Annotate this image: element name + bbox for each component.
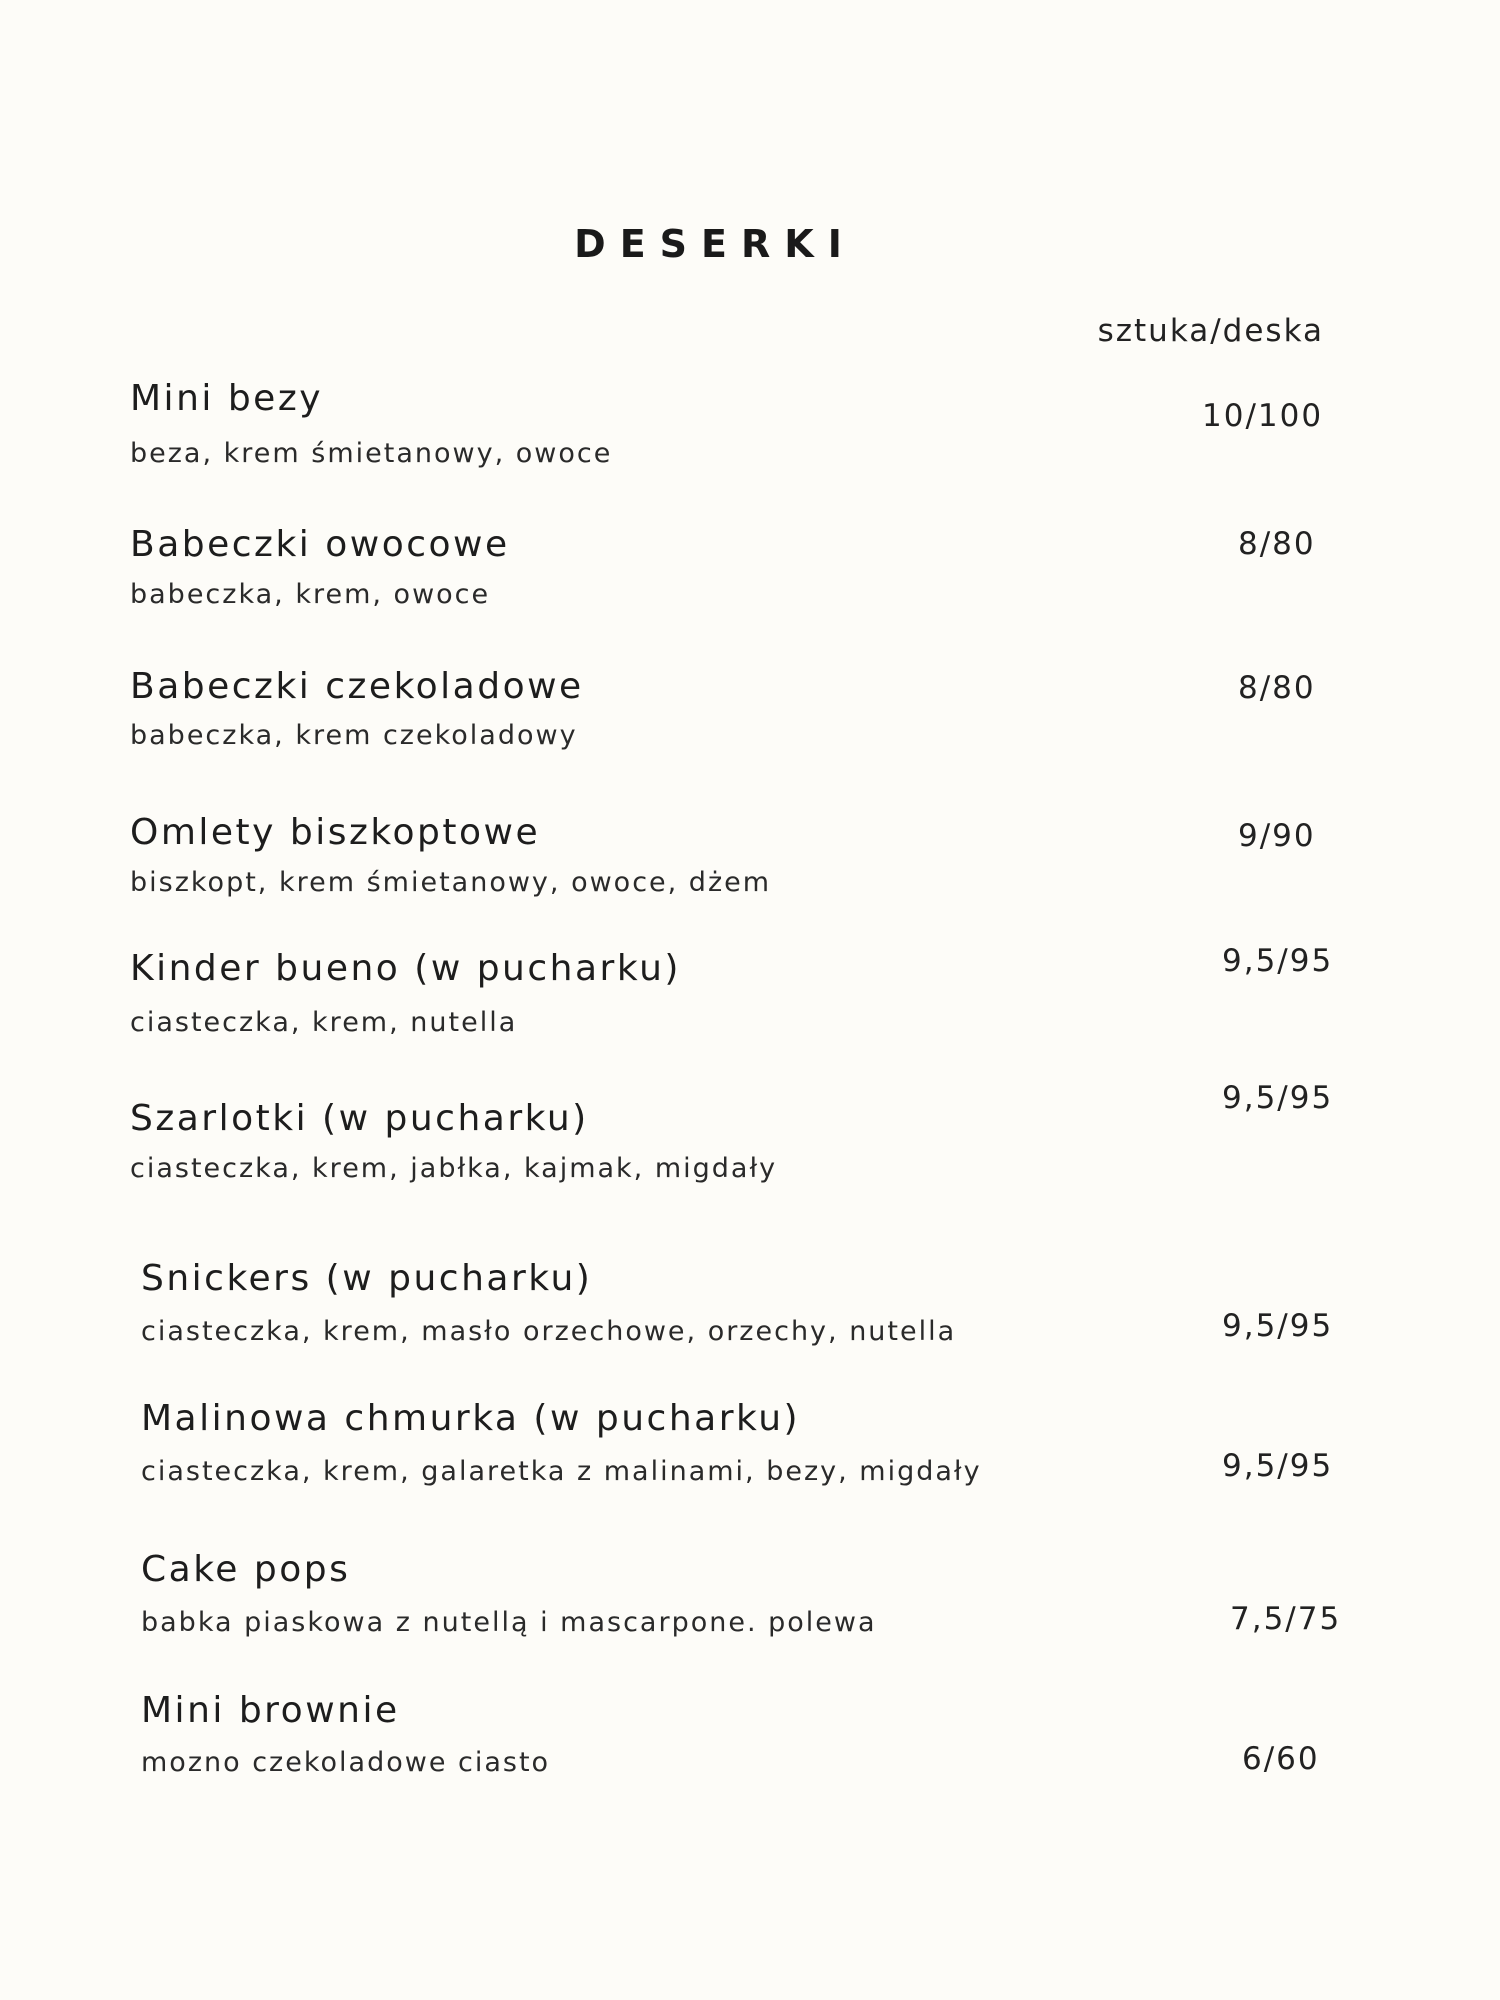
menu-title: DESERKI	[574, 222, 856, 266]
item-name: Cake pops	[141, 1549, 351, 1590]
item-name: Snickers (w pucharku)	[141, 1258, 593, 1299]
item-price: 9,5/95	[1222, 943, 1334, 979]
item-description: babka piaskowa z nutellą i mascarpone. polewa	[141, 1607, 877, 1638]
item-description: beza, krem śmietanowy, owoce	[130, 438, 613, 469]
item-name: Babeczki owocowe	[130, 524, 510, 565]
item-price: 10/100	[1202, 398, 1324, 434]
item-price: 9,5/95	[1222, 1448, 1334, 1484]
item-description: ciasteczka, krem, galaretka z malinami, bezy, migdały	[141, 1456, 982, 1487]
item-price: 9,5/95	[1222, 1080, 1334, 1116]
item-name: Szarlotki (w pucharku)	[130, 1098, 589, 1139]
item-price: 7,5/75	[1230, 1601, 1342, 1637]
item-description: ciasteczka, krem, jabłka, kajmak, migdały	[130, 1153, 778, 1184]
item-description: babeczka, krem, owoce	[130, 579, 491, 610]
item-price: 8/80	[1238, 670, 1316, 706]
item-description: ciasteczka, krem, nutella	[130, 1007, 518, 1038]
item-description: biszkopt, krem śmietanowy, owoce, dżem	[130, 867, 772, 898]
item-name: Mini bezy	[130, 378, 324, 419]
item-name: Omlety biszkoptowe	[130, 812, 541, 853]
item-name: Babeczki czekoladowe	[130, 666, 584, 707]
item-price: 9/90	[1238, 818, 1316, 854]
item-name: Malinowa chmurka (w pucharku)	[141, 1398, 801, 1439]
item-price: 9,5/95	[1222, 1308, 1334, 1344]
item-name: Kinder bueno (w pucharku)	[130, 948, 681, 989]
price-column-header: sztuka/deska	[1097, 313, 1324, 349]
item-price: 6/60	[1242, 1741, 1320, 1777]
item-name: Mini brownie	[141, 1690, 400, 1731]
item-description: babeczka, krem czekoladowy	[130, 720, 578, 751]
item-description: ciasteczka, krem, masło orzechowe, orzechy, nutella	[141, 1316, 957, 1347]
item-price: 8/80	[1238, 526, 1316, 562]
item-description: mozno czekoladowe ciasto	[141, 1747, 551, 1778]
